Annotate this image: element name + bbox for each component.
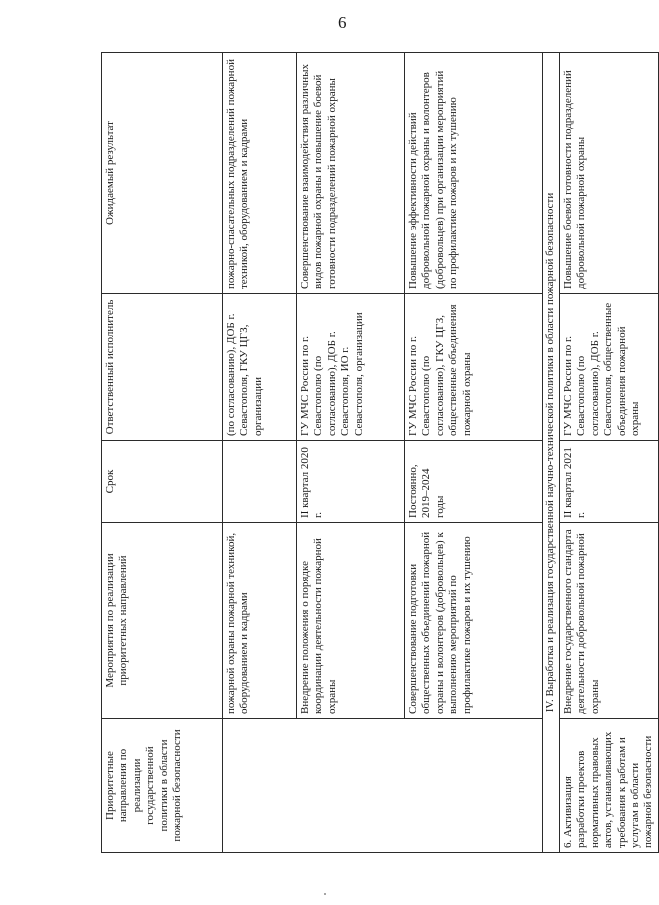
measures-table <box>101 52 659 853</box>
direction-cell: 6. Активизация разработки проектов нормативных правовых актов, устанавливающих требования к работам и услугам в области пожарной безопасности <box>560 719 659 853</box>
section-title: IV. Выработка и реализация государственной научно-технической политики в области пожарной безопасности <box>543 53 560 853</box>
executor-cell: ГУ МЧС России по г. Севастополю (по согласованию), ДОБ г. Севастополя, ИО г. Севастополя, организации <box>297 294 405 441</box>
table-row <box>560 53 659 853</box>
direction-cell-empty <box>223 719 543 853</box>
executor-cell: ГУ МЧС России по г. Севастополю (по согласованию), ДОБ г. Севастополя, общественные объединения пожарной охраны <box>560 294 659 441</box>
executor-cell: (по согласованию), ДОБ г. Севастополя, ГКУ ЦГЗ, организации <box>223 294 297 441</box>
page-number: 6 <box>338 13 347 32</box>
measure-cell: Внедрение положения о порядке координации деятельности пожарной охраны <box>297 523 405 719</box>
header-executor: Ответственный исполнитель <box>102 294 223 441</box>
measure-cell: Совершенствование подготовки общественных объединений пожарной охраны и волонтеров (добровольцев) к выполнению мероприятий по профилактике пожаров и их тушению <box>405 523 543 719</box>
scan-speck <box>324 893 326 895</box>
header-direction: Приоритетные направления по реализации государственной политики в области пожарной безопасности <box>102 719 223 853</box>
result-cell: Повышение эффективности действий добровольной пожарной охраны и волонтеров (добровольцев) при организации мероприятий по профилактике пожаров и их тушению <box>405 53 543 294</box>
term-cell: II квартал 2020 г. <box>297 441 405 523</box>
table-row <box>223 53 297 853</box>
executor-cell: ГУ МЧС России по г. Севастополю (по согласованию), ГКУ ЦГЗ, общественные объединения пожарной охраны <box>405 294 543 441</box>
result-cell: Совершенствование взаимодействия различных видов пожарной охраны и повышение боевой готовности подразделений пожарной охраны <box>297 53 405 294</box>
term-cell <box>223 441 297 523</box>
term-cell: II квартал 2021 г. <box>560 441 659 523</box>
header-term: Срок <box>102 441 223 523</box>
section-row <box>543 53 560 853</box>
header-result: Ожидаемый результат <box>102 53 223 294</box>
measure-cell: пожарной охраны пожарной техникой, оборудованием и кадрами <box>223 523 297 719</box>
table-header-row <box>102 53 223 853</box>
result-cell: Повышение боевой готовности подразделений добровольной пожарной охраны <box>560 53 659 294</box>
measure-cell: Внедрение государственного стандарта деятельности добровольной пожарной охраны <box>560 523 659 719</box>
result-cell: пожарно-спасательных подразделений пожарной техникой, оборудованием и кадрами <box>223 53 297 294</box>
rotated-table-container <box>101 53 655 853</box>
header-measure: Мероприятия по реализации приоритетных направлений <box>102 523 223 719</box>
term-cell: Постоянно, 2019–2024 годы <box>405 441 543 523</box>
